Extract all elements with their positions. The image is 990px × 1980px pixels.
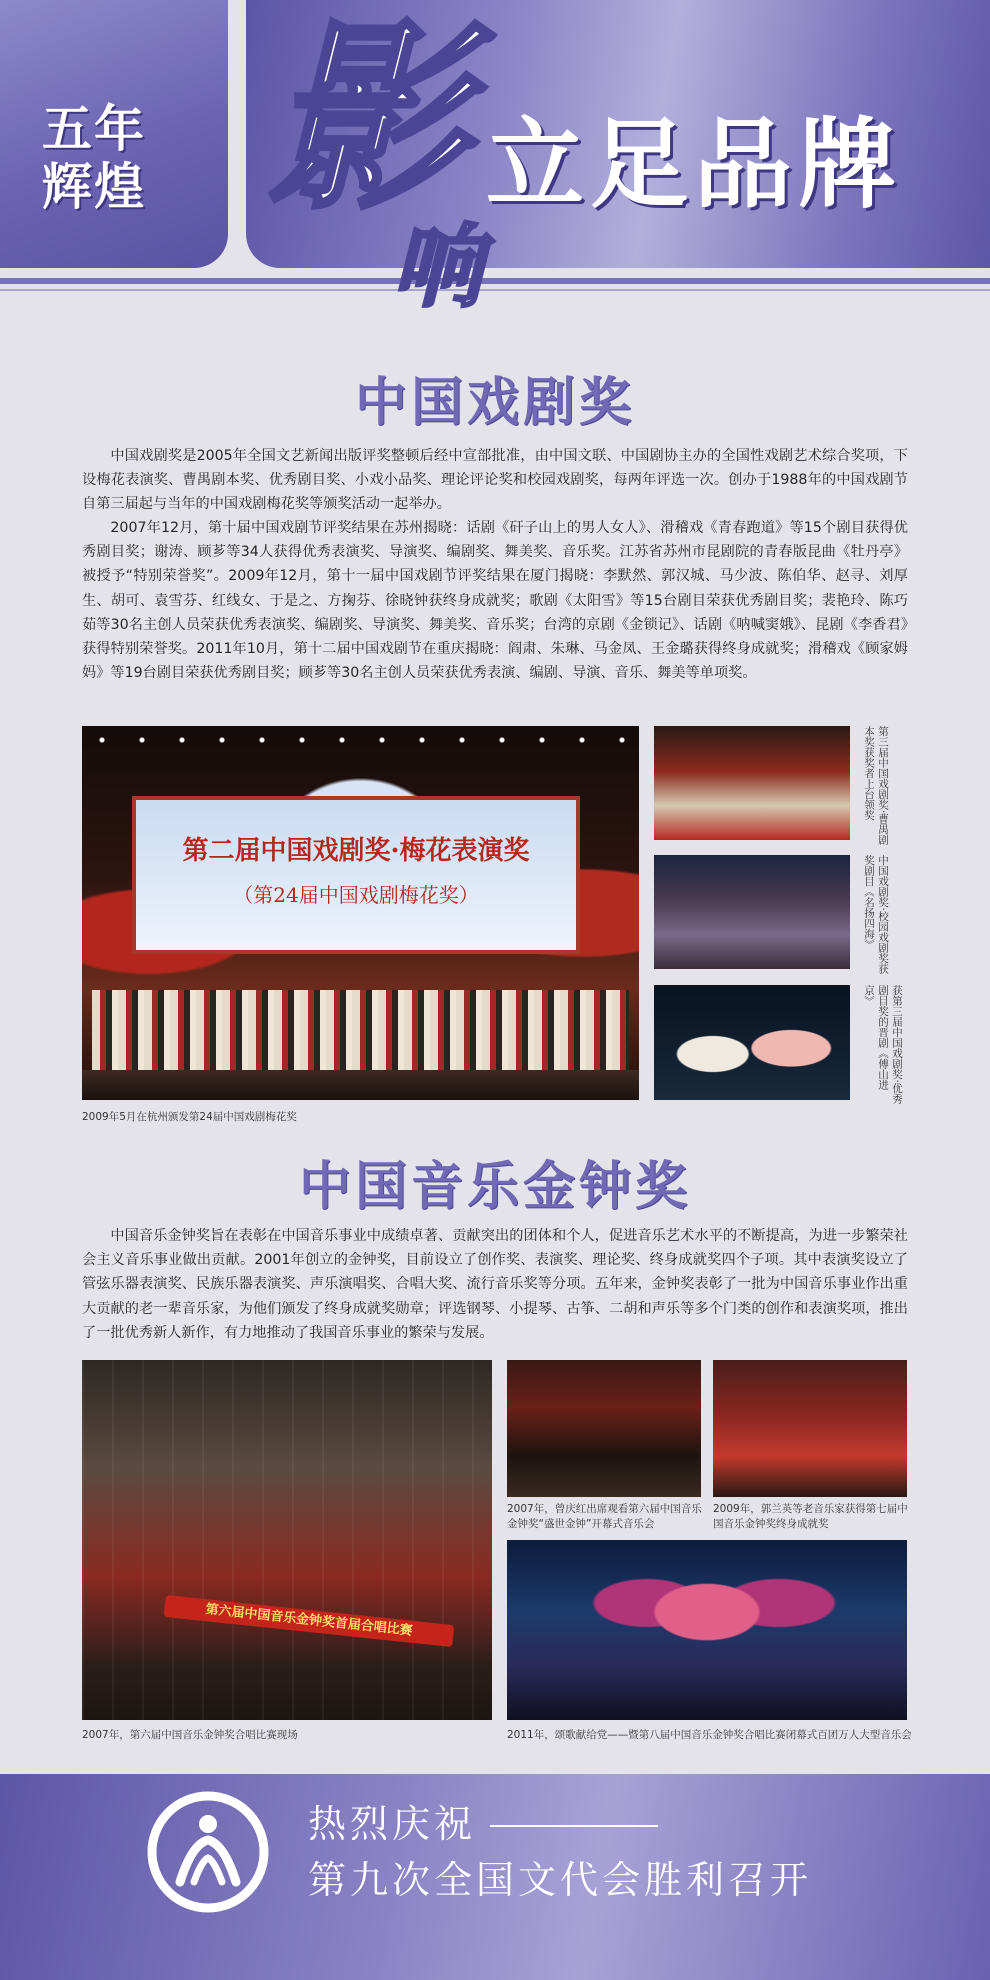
stage-floor (82, 1070, 639, 1100)
drama-side-caption-2: 中国戏剧奖·校园戏剧奖获奖剧目《名扬四海》 (863, 855, 889, 974)
music-concert-photo (507, 1540, 907, 1720)
badge-line-1: 五年 (42, 100, 146, 158)
music-photo-2-caption: 2007年，曾庆红出席观看第六届中国音乐金钟奖“盛世金钟”开幕式音乐会 (507, 1503, 702, 1530)
drama-side-photo-1 (654, 726, 850, 840)
header-divider (0, 278, 990, 284)
headline-brand: 立足品牌 (486, 108, 903, 222)
music-photo-2 (507, 1360, 701, 1497)
hall-banner-text: 第六届中国音乐金钟奖首届合唱比赛 (204, 1602, 414, 1639)
header-divider-thin (0, 289, 990, 291)
federation-logo-icon (146, 1790, 270, 1914)
screen-subtitle: （第24届中国戏剧梅花奖） (233, 883, 479, 907)
drama-side-photo-2 (654, 855, 850, 969)
stage-lights (82, 734, 639, 746)
drama-main-photo (82, 726, 639, 1100)
five-year-badge (42, 100, 202, 216)
music-photo-3 (713, 1360, 907, 1497)
drama-paragraph-2: 2007年12月，第十届中国戏剧节评奖结果在苏州揭晓：话剧《矸子山上的男人女人》、滑稽戏《青春跑道》等15个剧目获得优秀剧目奖；谢涛、顾芗等34人获得优秀表演奖、导演奖、编剧奖、舞美奖、音乐奖。江苏省苏州市昆剧院的青春版昆曲《牡丹亭》被授予“特别荣誉奖”。2009年12月，第十一届中国戏剧节评奖结果在厦门揭晓：李默然、郭汉城、马少波、陈伯华、赵寻、刘厚生、胡可、袁雪芬、红线女、于是之、方掬芬、徐晓钟获终身成就奖；歌剧《太阳雪》等15台剧目荣获优秀剧目奖；裴艳玲、陈巧茹等30名主创人员荣获优秀表演奖、编剧奖、导演奖、舞美奖、音乐奖；台湾的京剧《金锁记》、话剧《呐喊窦娥》、昆剧《李香君》获得特别荣誉奖。2011年10月，第十二届中国戏剧节在重庆揭晓：阎肃、朱琳、马金凤、王金璐获得终身成就奖；滑稽戏《顾家姆妈》等19台剧目荣获优秀剧目奖；顾芗等30名主创人员荣获优秀表演、编剧、导演、音乐、舞美等单项奖。 (82, 520, 908, 682)
drama-side-caption-1: 第三届中国戏剧奖·曹禺剧本奖获奖者上台领奖 (863, 726, 889, 845)
music-hall-photo (82, 1360, 492, 1720)
footer-line-2: 第九次全国文代会胜利召开 (308, 1858, 813, 1902)
drama-section-title: 中国戏剧奖 (354, 373, 635, 433)
music-photo-3-caption: 2009年，郭兰英等老音乐家获得第七届中国音乐金钟奖终身成就奖 (713, 1503, 908, 1530)
footer-rule (490, 1825, 658, 1827)
drama-side-photo-3 (654, 985, 850, 1100)
stage-screen (132, 796, 580, 954)
hall-banner (164, 1595, 455, 1647)
screen-title: 第二届中国戏剧奖·梅花表演奖 (182, 836, 530, 866)
music-paragraph: 中国音乐金钟奖旨在表彰在中国音乐事业中成绩卓著、贡献突出的团体和个人，促进音乐艺术水平的不断提高，为进一步繁荣社会主义音乐事业做出贡献。2001年创立的金钟奖，目前设立了创作奖、表演奖、理论奖、终身成就奖四个子项。其中表演奖设立了管弦乐器表演奖、民族乐器表演奖、声乐演唱奖、合唱大奖、流行音乐奖等分项。五年来，金钟奖表彰了一批为中国音乐事业作出重大贡献的老一辈音乐家，为他们颁发了终身成就奖勋章；评选钢琴、小提琴、古筝、二胡和声乐等多个门类的创作和表演奖项，推出了一批优秀新人新作，有力地推动了我国音乐事业的繁荣与发展。 (82, 1228, 908, 1341)
drama-side-caption-3: 获第三届中国戏剧奖·优秀剧目奖的晋剧《傅山进京》 (863, 985, 903, 1104)
drama-paragraph-1: 中国戏剧奖是2005年全国文艺新闻出版评奖整顿后经中宣部批准，由中国文联、中国剧协主办的全国性戏剧艺术综合奖项，下设梅花表演奖、曹禺剧本奖、优秀剧目奖、小戏小品奖、理论评论奖和校园戏剧奖，每两年评选一次。创办于1988年的中国戏剧节自第三届起与当年的中国戏剧梅花奖等颁奖活动一起举办。 (82, 448, 908, 513)
drama-main-caption: 2009年5月在杭州颁发第24届中国戏剧梅花奖 (82, 1111, 297, 1123)
headline-small-char: 响 (392, 214, 482, 320)
headline-big-char: 影 (268, 2, 469, 237)
music-hall-caption: 2007年，第六届中国音乐金钟奖合唱比赛现场 (82, 1729, 298, 1741)
award-winners-row (92, 990, 629, 1070)
music-section-title: 中国音乐金钟奖 (298, 1157, 691, 1217)
music-concert-caption: 2011年，颂歌献给党——暨第八届中国音乐金钟奖合唱比赛闭幕式百团万人大型音乐会 (507, 1729, 912, 1741)
footer-line-1: 热烈庆祝 (308, 1802, 477, 1846)
badge-line-2: 辉煌 (42, 158, 146, 216)
